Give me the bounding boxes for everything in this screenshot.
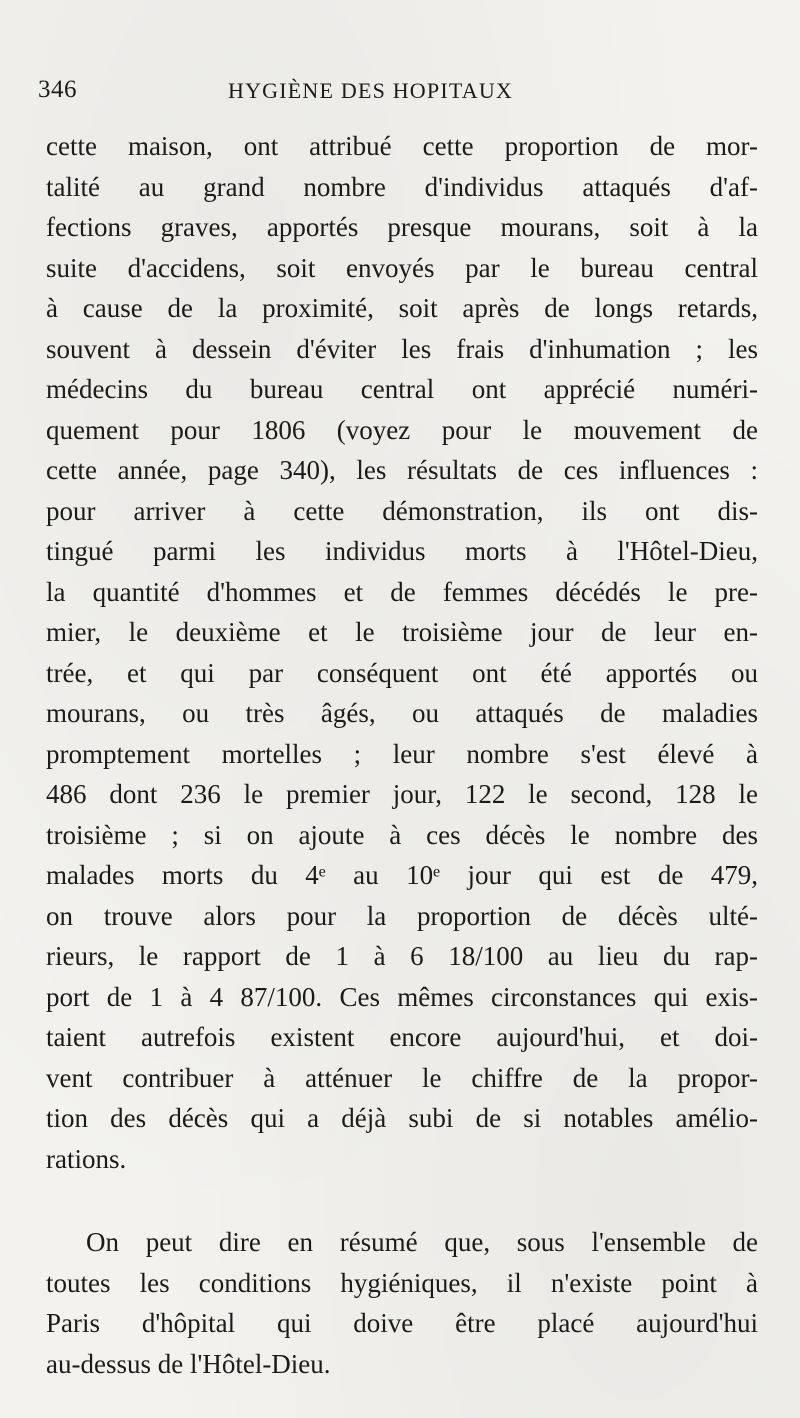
text-line: tingué parmi les individus morts à l'Hôtel-Dieu, — [46, 536, 758, 566]
text-line: souvent à dessein d'éviter les frais d'inhumation ; les — [46, 333, 758, 364]
text-line: pour arriver à cette démonstration, ils ont dis- — [46, 495, 758, 526]
text-line: vent contribuer à atténuer le chiffre de la propor- — [46, 1062, 758, 1093]
text-line: mourans, ou très âgés, ou attaqués de maladies — [46, 698, 758, 728]
text-line: rations. — [46, 1143, 127, 1174]
text-line: on trouve alors pour la proportion de décès ulté- — [46, 900, 758, 931]
text-line: quement pour 1806 (voyez pour le mouvement de — [46, 414, 758, 445]
paragraph-1 — [46, 126, 758, 1179]
text-line: cette maison, ont attribué cette proportion de mor- — [46, 131, 758, 161]
text-line: On peut dire en résumé que, sous l'ensemble de — [86, 1227, 758, 1257]
text-line: Paris d'hôpital qui doive être placé aujourd'hui — [46, 1308, 758, 1338]
page-header — [38, 76, 760, 112]
text-line: suite d'accidens, soit envoyés par le bureau central — [46, 252, 758, 283]
text-line: malades morts du 4ᵉ au 10ᵉ jour qui est de 479, — [46, 860, 758, 890]
paragraph-2 — [46, 1222, 758, 1384]
text-line: médecins du bureau central ont apprécié numéri- — [46, 374, 758, 404]
text-line: à cause de la proximité, soit après de longs retards, — [46, 293, 758, 323]
text-line: rieurs, le rapport de 1 à 6 18/100 au lieu du rap- — [46, 941, 758, 971]
text-line: cette année, page 340), les résultats de ces influences : — [46, 455, 758, 485]
text-line: trée, et qui par conséquent ont été apportés ou — [46, 657, 758, 688]
text-line: mier, le deuxième et le troisième jour de leur en- — [46, 617, 758, 647]
running-title: HYGIÈNE DES HOPITAUX — [228, 78, 513, 103]
text-line: toutes les conditions hygiéniques, il n'existe point à — [46, 1267, 758, 1298]
text-line: promptement mortelles ; leur nombre s'est élevé à — [46, 738, 758, 769]
text-line: port de 1 à 4 87/100. Ces mêmes circonstances qui exis- — [46, 981, 758, 1012]
text-line: la quantité d'hommes et de femmes décédés le pre- — [46, 576, 758, 607]
text-line: talité au grand nombre d'individus attaqués d'af- — [46, 171, 758, 202]
text-line: taient autrefois existent encore aujourd'hui, et doi- — [46, 1022, 758, 1052]
text-line: fections graves, apportés presque mourans, soit à la — [46, 212, 758, 242]
page-number: 346 — [38, 76, 77, 103]
text-line: troisième ; si on ajoute à ces décès le nombre des — [46, 819, 758, 850]
text-line: 486 dont 236 le premier jour, 122 le second, 128 le — [46, 779, 758, 809]
text-line: au-dessus de l'Hôtel-Dieu. — [46, 1348, 331, 1379]
text-line: tion des décès qui a déjà subi de si notables amélio- — [46, 1103, 758, 1133]
